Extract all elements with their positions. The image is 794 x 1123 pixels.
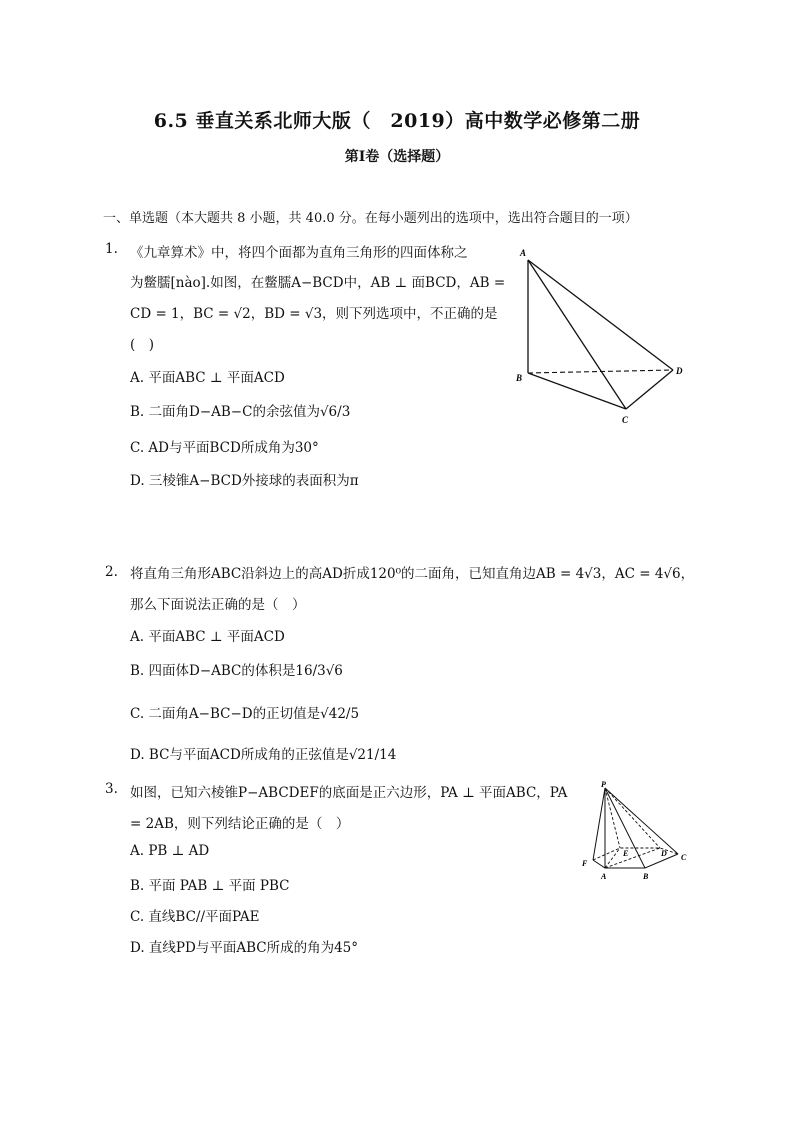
figure-label: F (582, 859, 588, 868)
figure-label: C (622, 415, 629, 425)
figure-label: B (643, 872, 649, 881)
option-a: A. 平面ABC ⊥ 平面ACD (130, 370, 285, 386)
question-text-line: 如图，已知六棱锥P−ABCDEF的底面是正六边形，PA ⊥ 平面ABC，PA (130, 785, 568, 801)
question-text-line: = 2AB，则下列结论正确的是（ ） (130, 816, 350, 832)
option-d: D. BC与平面ACD所成角的正弦值是√21/14 (130, 747, 397, 763)
section-subtitle: 第I卷（选择题） (344, 149, 450, 165)
option-b: B. 二面角D−AB−C的余弦值为√6/3 (130, 404, 351, 420)
question-text-line: 《九章算术》中，将四个面都为直角三角形的四面体称之 (130, 245, 468, 261)
figure-label: A (520, 248, 527, 258)
figure-label: A (601, 872, 607, 881)
figure-label: D (661, 849, 667, 858)
option-c: C. 直线BC//平面PAE (130, 909, 260, 925)
hexagonal-pyramid-figure (575, 778, 695, 883)
question-text-line: 为鳖臑[nào].如图，在鳖臑A−BCD中，AB ⊥ 面BCD，AB = (130, 275, 506, 291)
figure-label: P (601, 780, 606, 789)
page-title: 6.5 垂直关系北师大版（ 2019）高中数学必修第二册 (153, 110, 641, 132)
tetrahedron-figure (510, 244, 700, 429)
question-text-line: 那么下面说法正确的是（ ） (130, 597, 306, 613)
figure-label: B (516, 373, 523, 383)
figure-label: E (623, 849, 629, 858)
question-number: 3. (105, 781, 118, 797)
question-text-line: ( ) (130, 337, 155, 353)
option-d: D. 三棱锥A−BCD外接球的表面积为π (130, 473, 359, 489)
option-a: A. PB ⊥ AD (130, 843, 210, 859)
option-d: D. 直线PD与平面ABC所成的角为45° (130, 940, 359, 956)
question-number: 1. (105, 241, 118, 257)
option-b: B. 四面体D−ABC的体积是16/3√6 (130, 663, 343, 679)
figure-label: C (681, 853, 687, 862)
option-a: A. 平面ABC ⊥ 平面ACD (130, 629, 285, 645)
figure-label: D (676, 366, 683, 376)
option-c: C. 二面角A−BC−D的正切值是√42/5 (130, 706, 360, 722)
question-number: 2. (105, 564, 118, 580)
option-b: B. 平面 PAB ⊥ 平面 PBC (130, 878, 290, 894)
section-header: 一、单选题（本大题共 8 小题，共 40.0 分。在每小题列出的选项中，选出符合题目的一项） (103, 211, 638, 226)
option-c: C. AD与平面BCD所成角为30° (130, 440, 319, 456)
question-text-line: 将直角三角形ABC沿斜边上的高AD折成120⁰的二面角，已知直角边AB = 4√3，AC = 4√6， (130, 566, 695, 582)
question-text-line: CD = 1，BC = √2，BD = √3，则下列选项中，不正确的是 (130, 306, 498, 322)
